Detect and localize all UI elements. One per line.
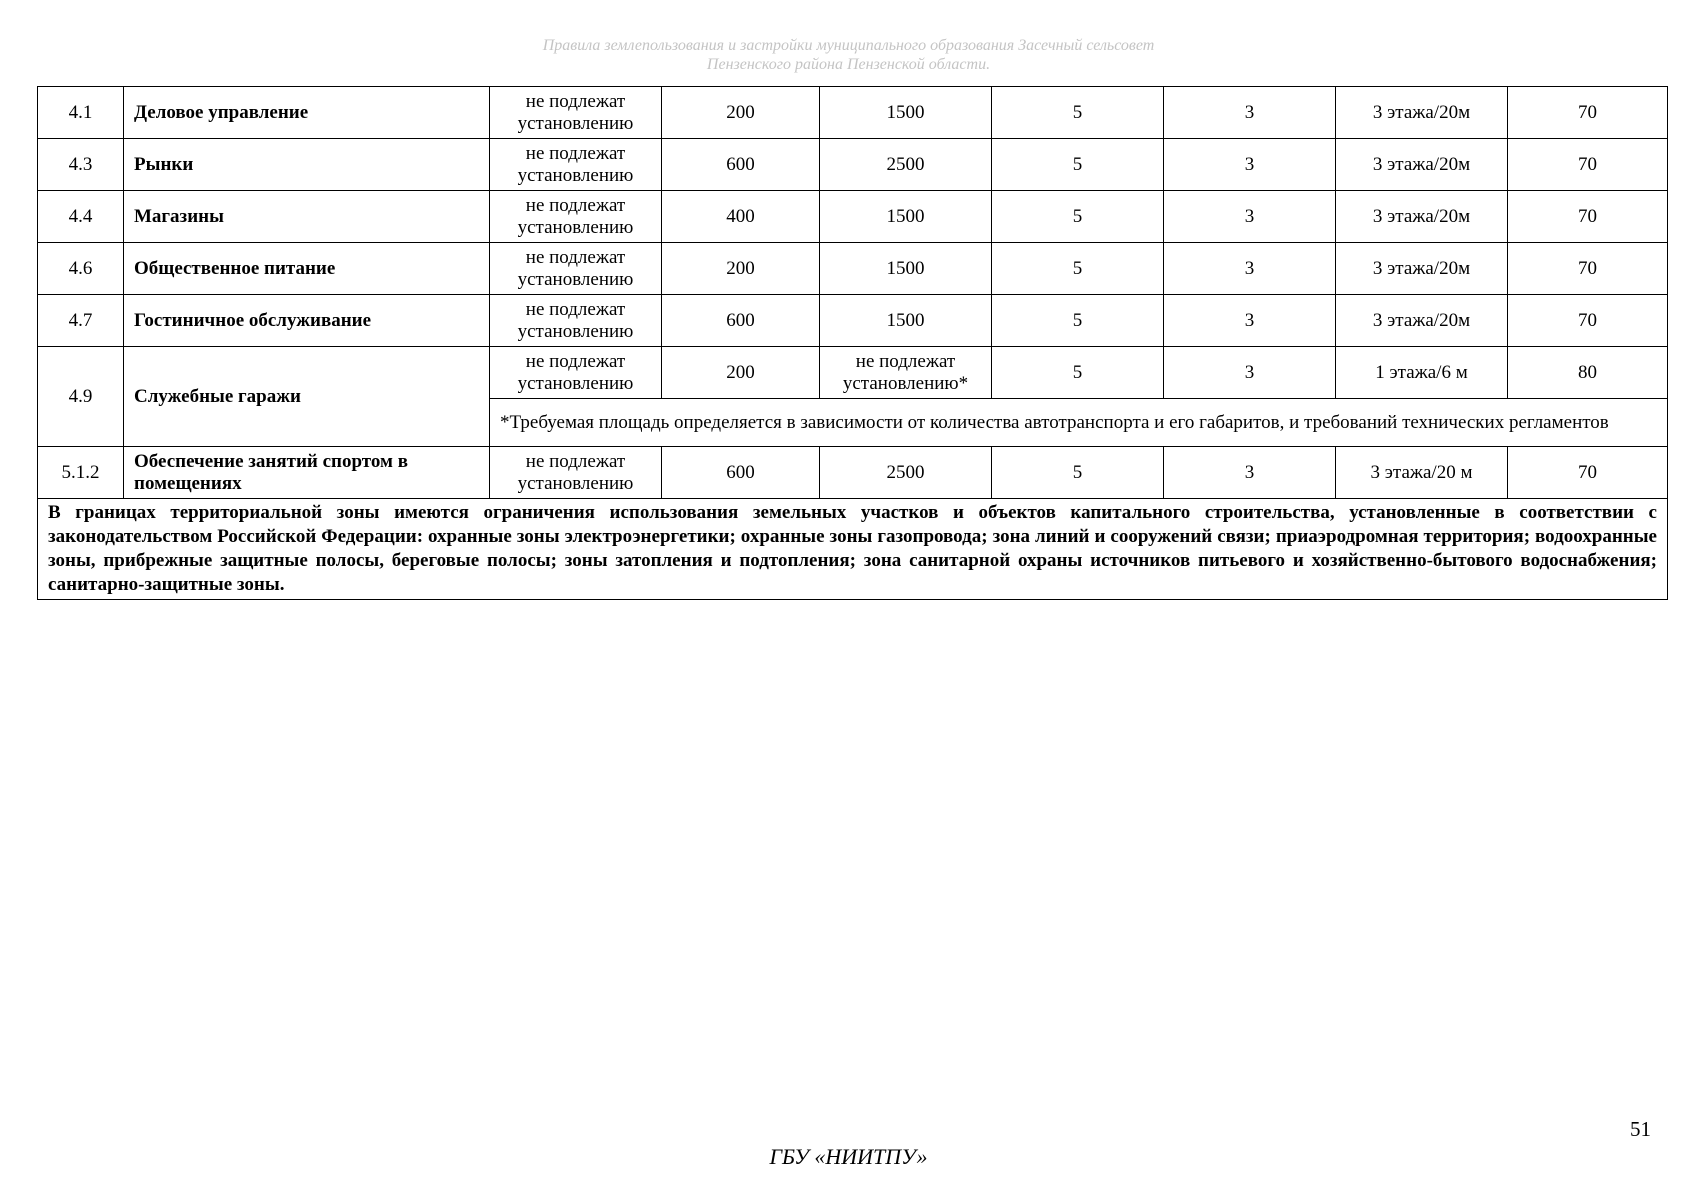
cell-min-area: 600 — [662, 447, 820, 499]
cell-max-floors: 3 этажа/20м — [1336, 191, 1508, 243]
garage-area-note: *Требуемая площадь определяется в зависимости от количества автотранспорта и его габаритов, и требований технических регламентов — [490, 399, 1668, 447]
zoning-parameters-table — [37, 86, 1668, 600]
table-row — [38, 243, 1668, 295]
cell-min-area: 200 — [662, 243, 820, 295]
use-code: 4.1 — [38, 87, 124, 139]
use-name: Магазины — [124, 191, 490, 243]
cell-max-area: не подлежат установлению* — [820, 347, 992, 399]
cell-front-setback: 5 — [992, 243, 1164, 295]
cell-side-setback: 3 — [1164, 447, 1336, 499]
cell-coverage: 80 — [1508, 347, 1668, 399]
cell-max-area: 1500 — [820, 243, 992, 295]
cell-min-area: 600 — [662, 139, 820, 191]
cell-min-area: 200 — [662, 87, 820, 139]
cell-coverage: 70 — [1508, 447, 1668, 499]
cell-front-setback: 5 — [992, 87, 1164, 139]
cell-coverage: 70 — [1508, 191, 1668, 243]
table-row — [38, 499, 1668, 600]
cell-max-area: 1500 — [820, 87, 992, 139]
cell-max-floors: 3 этажа/20 м — [1336, 447, 1508, 499]
cell-side-setback: 3 — [1164, 191, 1336, 243]
use-code: 4.3 — [38, 139, 124, 191]
use-name: Гостиничное обслуживание — [124, 295, 490, 347]
cell-side-setback: 3 — [1164, 243, 1336, 295]
cell-front-setback: 5 — [992, 447, 1164, 499]
use-name: Служебные гаражи — [124, 347, 490, 447]
table-row — [38, 139, 1668, 191]
cell-front-setback: 5 — [992, 347, 1164, 399]
cell-min-size: не подлежат установлению — [490, 295, 662, 347]
cell-max-floors: 3 этажа/20м — [1336, 295, 1508, 347]
header-line-2: Пензенского района Пензенской области. — [706, 56, 991, 73]
cell-min-size: не подлежат установлению — [490, 87, 662, 139]
cell-max-area: 2500 — [820, 447, 992, 499]
use-code: 4.9 — [38, 347, 124, 447]
table-row — [38, 87, 1668, 139]
use-name: Рынки — [124, 139, 490, 191]
cell-coverage: 70 — [1508, 243, 1668, 295]
cell-side-setback: 3 — [1164, 139, 1336, 191]
table-row — [38, 347, 1668, 399]
cell-min-size: не подлежат установлению — [490, 191, 662, 243]
page-number: 51 — [1630, 1117, 1651, 1141]
cell-coverage: 70 — [1508, 87, 1668, 139]
cell-max-floors: 3 этажа/20м — [1336, 87, 1508, 139]
cell-coverage: 70 — [1508, 295, 1668, 347]
table-row — [38, 447, 1668, 499]
cell-min-area: 600 — [662, 295, 820, 347]
cell-max-area: 2500 — [820, 139, 992, 191]
cell-min-area: 200 — [662, 347, 820, 399]
cell-front-setback: 5 — [992, 295, 1164, 347]
cell-side-setback: 3 — [1164, 347, 1336, 399]
cell-min-size: не подлежат установлению — [490, 243, 662, 295]
restrictions-footnote: В границах территориальной зоны имеются ограничения использования земельных участков и объектов капитального строительства, установленные в соответствии с законодательством Российской Федерации: охранные зоны электроэнергетики; охранные зоны газопровода; зона линий и сооружений связи; приаэродромная территория; водоохранные зоны, прибрежные защитные полосы, береговые полосы; зоны затопления и подтопления; зона санитарной охраны источников питьевого и хозяйственно-бытового водоснабжения; санитарно-защитные зоны. — [38, 499, 1668, 600]
use-code: 4.7 — [38, 295, 124, 347]
table-row — [38, 191, 1668, 243]
cell-min-size: не подлежат установлению — [490, 447, 662, 499]
use-code: 4.4 — [38, 191, 124, 243]
use-code: 4.6 — [38, 243, 124, 295]
cell-side-setback: 3 — [1164, 87, 1336, 139]
page-footer: ГБУ «НИИТПУ» — [769, 1144, 928, 1169]
cell-max-floors: 3 этажа/20м — [1336, 243, 1508, 295]
table-row — [38, 295, 1668, 347]
use-code: 5.1.2 — [38, 447, 124, 499]
cell-side-setback: 3 — [1164, 295, 1336, 347]
header-line-1: Правила землепользования и застройки муниципального образования Засечный сельсовет — [542, 37, 1155, 54]
cell-max-floors: 1 этажа/6 м — [1336, 347, 1508, 399]
cell-max-area: 1500 — [820, 191, 992, 243]
cell-coverage: 70 — [1508, 139, 1668, 191]
cell-min-area: 400 — [662, 191, 820, 243]
cell-min-size: не подлежат установлению — [490, 347, 662, 399]
use-name: Обеспечение занятий спортом в помещениях — [124, 447, 490, 499]
cell-min-size: не подлежат установлению — [490, 139, 662, 191]
cell-front-setback: 5 — [992, 191, 1164, 243]
use-name: Общественное питание — [124, 243, 490, 295]
cell-max-area: 1500 — [820, 295, 992, 347]
cell-front-setback: 5 — [992, 139, 1164, 191]
page-header — [0, 36, 1697, 74]
use-name: Деловое управление — [124, 87, 490, 139]
cell-max-floors: 3 этажа/20м — [1336, 139, 1508, 191]
